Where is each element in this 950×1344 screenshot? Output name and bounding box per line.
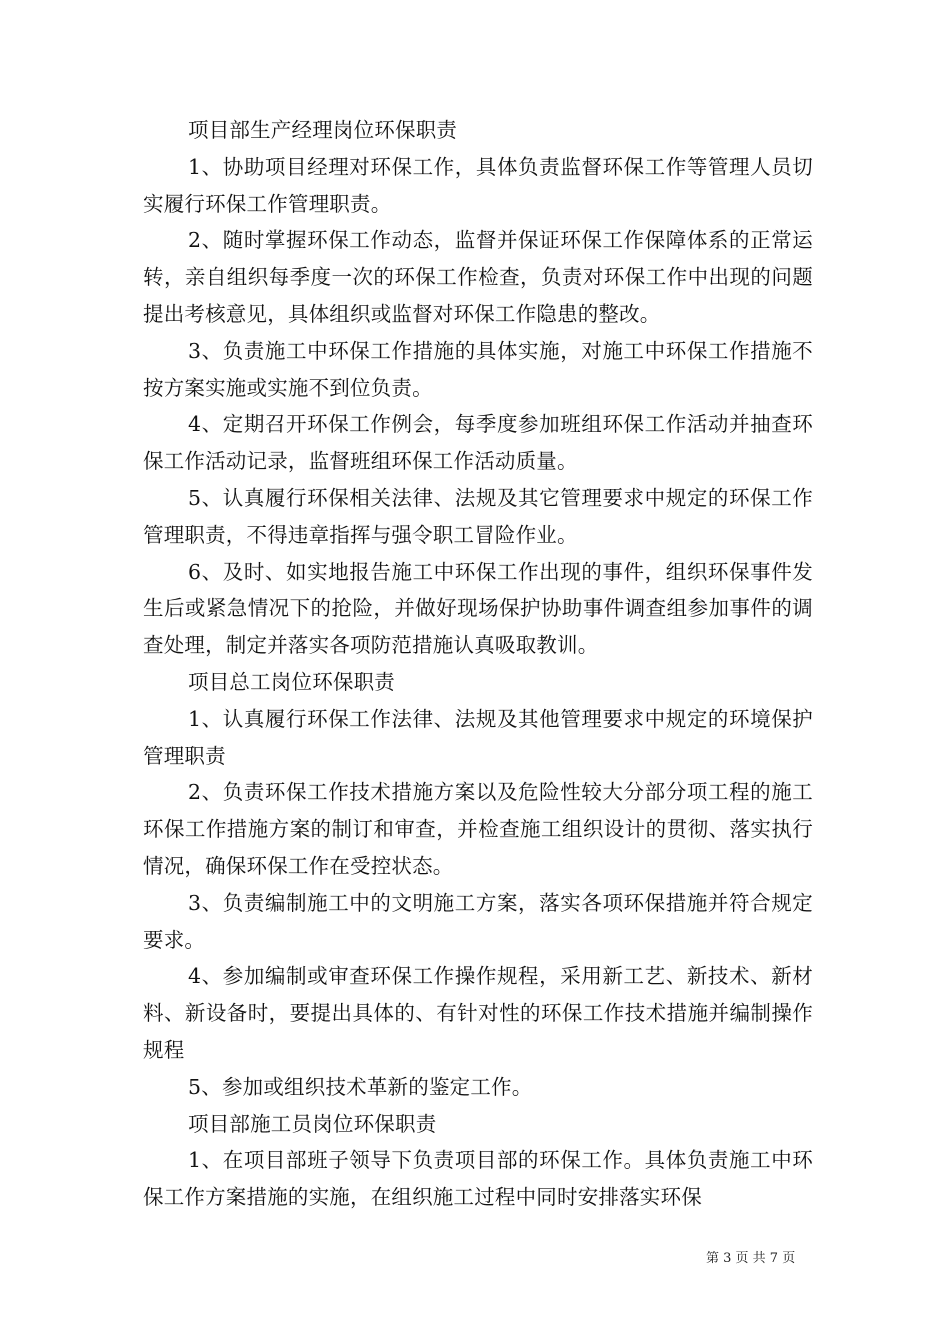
paragraph: 4、定期召开环保工作例会，每季度参加班组环保工作活动并抽查环保工作活动记录，监督班组环保工作活动质量。 — [143, 412, 813, 474]
paragraph: 3、负责施工中环保工作措施的具体实施，对施工中环保工作措施不按方案实施或实施不到位负责。 — [143, 338, 813, 400]
paragraph: 1、在项目部班子领导下负责项目部的环保工作。具体负责施工中环保工作方案措施的实施，在组织施工过程中同时安排落实环保 — [143, 1148, 813, 1210]
paragraph: 2、负责环保工作技术措施方案以及危险性较大分部分项工程的施工环保工作措施方案的制订和审查，并检查施工组织设计的贯彻、落实执行情况，确保环保工作在受控状态。 — [143, 780, 813, 878]
paragraph: 5、认真履行环保相关法律、法规及其它管理要求中规定的环保工作管理职责，不得违章指挥与强令职工冒险作业。 — [143, 485, 813, 547]
section-heading-construction-staff: 项目部施工员岗位环保职责 — [188, 1111, 437, 1136]
paragraph: 5、参加或组织技术革新的鉴定工作。 — [188, 1074, 533, 1099]
paragraph: 1、认真履行环保工作法律、法规及其他管理要求中规定的环境保护管理职责 — [143, 706, 813, 768]
paragraph: 6、及时、如实地报告施工中环保工作出现的事件，组织环保事件发生后或紧急情况下的抢险，并做好现场保护协助事件调查组参加事件的调查处理，制定并落实各项防范措施认真吸取教训。 — [143, 559, 813, 658]
page-number-footer: 第 3 页 共 7 页 — [706, 1251, 796, 1266]
paragraph: 3、负责编制施工中的文明施工方案，落实各项环保措施并符合规定要求。 — [143, 890, 813, 952]
section-heading-production-manager: 项目部生产经理岗位环保职责 — [188, 118, 458, 142]
document-body — [143, 112, 813, 1216]
paragraph: 2、随时掌握环保工作动态，监督并保证环保工作保障体系的正常运转，亲自组织每季度一次的环保工作检查，负责对环保工作中出现的问题提出考核意见，具体组织或监督对环保工作隐患的整改。 — [143, 228, 813, 326]
section-heading-chief-engineer: 项目总工岗位环保职责 — [188, 669, 395, 694]
paragraph: 1、协助项目经理对环保工作，具体负责监督环保工作等管理人员切实履行环保工作管理职责。 — [143, 154, 813, 216]
paragraph: 4、参加编制或审查环保工作操作规程，采用新工艺、新技术、新材料、新设备时，要提出具体的、有针对性的环保工作技术措施并编制操作规程 — [143, 964, 813, 1062]
